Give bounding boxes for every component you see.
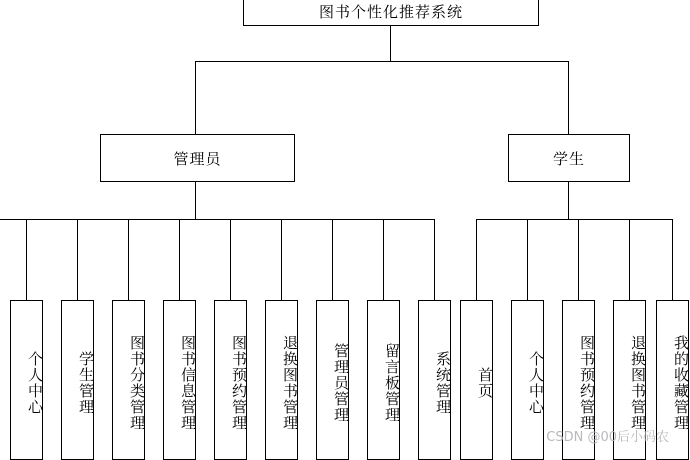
node-admin-child-8	[418, 300, 451, 460]
connector-student-stem	[568, 182, 569, 219]
node-student-child-3-label: 退换图书管理	[629, 335, 647, 431]
node-root-label: 图书个性化推荐系统	[318, 2, 463, 21]
node-admin-child-5	[265, 300, 298, 460]
node-student-child-0-label: 首页	[476, 367, 494, 399]
node-admin-child-0-label: 个人中心	[26, 351, 44, 415]
node-admin-child-6	[316, 300, 349, 460]
connector-admin-child-4	[230, 219, 231, 300]
node-admin-child-4-label: 图书预约管理	[230, 335, 248, 431]
node-student-child-1-label: 个人中心	[527, 351, 545, 415]
connector-admin-child-8	[434, 219, 435, 300]
connector-student-bus	[476, 219, 673, 220]
node-admin-child-2	[112, 300, 145, 460]
node-student	[508, 134, 630, 182]
connector-student-child-2	[578, 219, 579, 300]
watermark-text: CSDN @00后小码农	[546, 430, 669, 445]
node-admin-child-6-label: 管理员管理	[332, 343, 350, 423]
node-admin-child-0	[10, 300, 43, 460]
node-root	[243, 0, 539, 26]
node-admin-child-3	[163, 300, 196, 460]
node-admin-child-1-label: 学生管理	[77, 351, 95, 415]
connector-admin-child-7	[383, 219, 384, 300]
connector-root-stem	[390, 26, 391, 61]
node-admin-child-1	[61, 300, 94, 460]
connector-student-child-4	[672, 219, 673, 300]
node-admin-child-7-label: 留言板管理	[383, 343, 401, 423]
connector-admin-child-3	[179, 219, 180, 300]
connector-root-bus	[195, 61, 568, 62]
connector-student-drop	[568, 61, 569, 134]
connector-admin-stem	[195, 182, 196, 219]
node-admin-child-7	[367, 300, 400, 460]
node-admin-child-4	[214, 300, 247, 460]
node-student-child-0	[460, 300, 493, 460]
connector-student-child-3	[629, 219, 630, 300]
node-student-child-2-label: 图书预约管理	[578, 335, 596, 431]
connector-student-child-1	[527, 219, 528, 300]
connector-admin-child-2	[128, 219, 129, 300]
connector-admin-drop	[195, 61, 196, 134]
connector-admin-child-0	[26, 219, 27, 300]
node-admin-child-5-label: 退换图书管理	[281, 335, 299, 431]
node-admin-child-8-label: 系统管理	[434, 351, 452, 415]
node-student-label: 学生	[552, 149, 585, 168]
connector-student-child-0	[476, 219, 477, 300]
node-admin-label: 管理员	[173, 149, 222, 168]
node-admin-child-2-label: 图书分类管理	[128, 335, 146, 431]
connector-admin-child-5	[281, 219, 282, 300]
node-admin-child-3-label: 图书信息管理	[179, 335, 197, 431]
node-student-child-4-label: 我的收藏管理	[672, 335, 690, 431]
node-student-child-1	[511, 300, 544, 460]
node-admin	[100, 134, 295, 182]
connector-admin-child-1	[77, 219, 78, 300]
connector-admin-child-6	[332, 219, 333, 300]
connector-admin-bus	[0, 219, 435, 220]
